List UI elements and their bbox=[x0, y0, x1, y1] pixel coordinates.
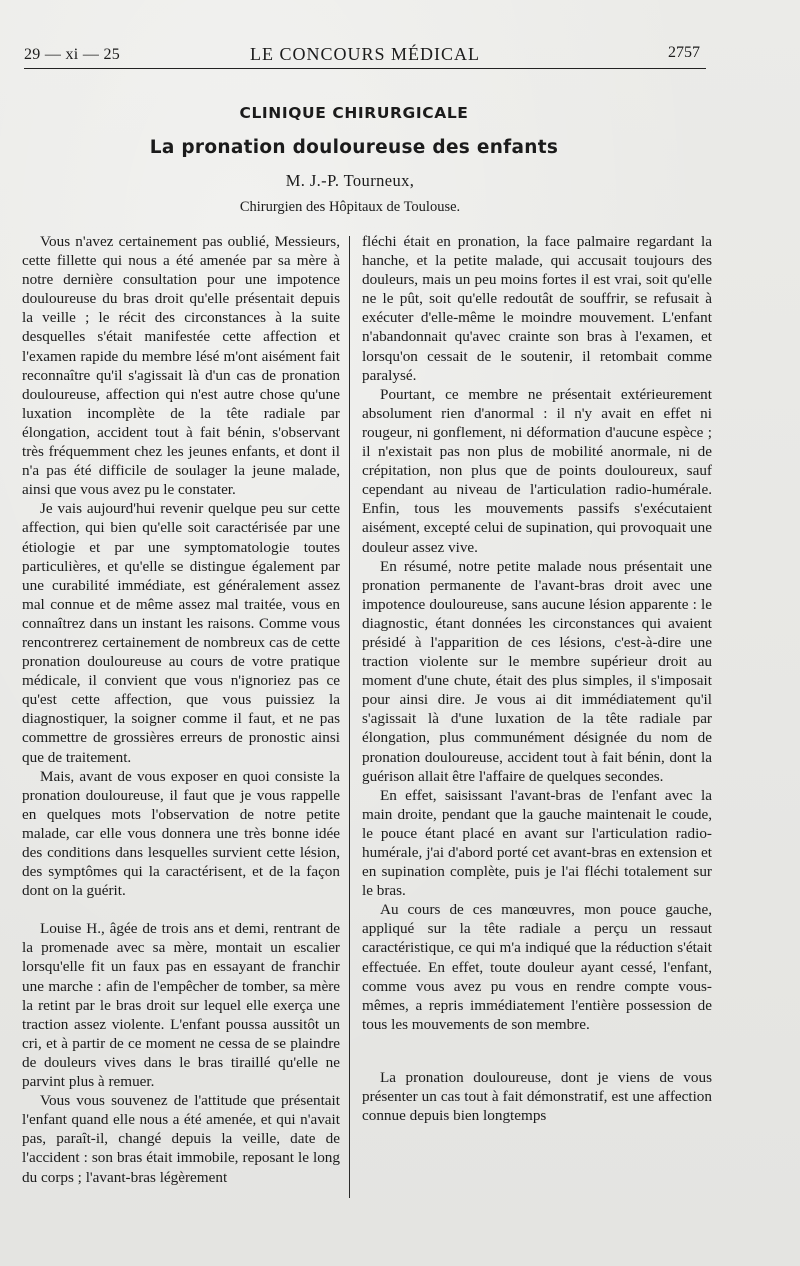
paragraph: La pronation douloureuse, dont je viens de vous présenter un cas tout à fait démonstratif, est une affection connue depuis bien longtemps bbox=[362, 1068, 712, 1125]
section-heading: CLINIQUE CHIRURGICALE bbox=[239, 104, 469, 122]
running-header bbox=[24, 42, 706, 69]
journal-name: LE CONCOURS MÉDICAL bbox=[249, 44, 480, 64]
paragraph: Je vais aujourd'hui revenir quelque peu sur cette affection, qui bien qu'elle soit caractérisée par une étiologie et par une symptomatologie toutes particulières, et qu'elle se distingue également par une curabilité immédiate, est généralement assez mal connue et de même assez mal traitée, vous en connaîtrez dans un instant les raisons. Comme vous rencontrerez certainement de nombreux cas de cette pronation douloureuse au cours de votre pratique médicale, il convient que vous n'ignoriez pas ce qu'est cette affection, que vous puissiez la diagnostiquer, la soigner comme il faut, et ne pas commettre de grossières erreurs de pronostic ainsi que de traitement. bbox=[22, 500, 340, 766]
article-author: M. J.-P. Tourneux, bbox=[285, 171, 415, 190]
paragraph: Louise H., âgée de trois ans et demi, rentrant de la promenade avec sa mère, montait un escalier lorsqu'elle fit un faux pas en essayant de franchir une marche : afin de l'empêcher de tomber, sa mère la retint par le bras droit sur lequel elle exerça une traction assez violente. L'enfant poussa aussitôt un cri, et à partir de ce moment ne cessa de se plaindre de douleurs vives dans le bras tiraillé qu'elle ne parvint plus à remuer. bbox=[22, 920, 340, 1091]
article-title: La pronation douloureuse des enfants bbox=[149, 137, 559, 158]
paragraph: Vous vous souvenez de l'attitude que présentait l'enfant quand elle nous a été amenée, et qui n'avait pas, paraît-il, changé depuis la veille, date de l'accident : son bras était immobile, reposant le long du corps ; l'avant-bras légèrement bbox=[22, 1092, 340, 1186]
paragraph: En résumé, notre petite malade nous présentait une pronation permanente de l'avant-bras droit avec une impotence douloureuse, sans aucune lésion apparente : le diagnostic, étant données les circonstances qui avaient présidé à l'apparition de ces lésions, c'est-à-dire une traction violente sur le membre supérieur droit au moment d'une chute, était des plus simples, il s'imposait pour ainsi dire. Je vous ai dit immédiatement qu'il s'agissait là d'une luxation de la tête radiale par élongation, plus communément désignée du nom de pronation douloureuse, accident tout à fait bénin, dont la guérison allait être l'affaire de quelques secondes. bbox=[362, 557, 712, 785]
paragraph: Au cours de ces manœuvres, mon pouce gauche, appliqué sur la tête radiale a perçu un ressaut caractéristique, ce qui m'a indiqué que la réduction s'était effectuée. En effet, toute douleur ayant cessé, l'enfant, comme vous avez pu vous en rendre compte vous-mêmes, a repris immédiatement l'entière possession de tous les mouvements de son membre. bbox=[362, 901, 712, 1033]
author-affiliation: Chirurgien des Hôpitaux de Toulouse. bbox=[239, 199, 461, 215]
paragraph: En effet, saisissant l'avant-bras de l'enfant avec la main droite, pendant que la gauche maintenait le coude, le pouce étant placé en avant sur l'articulation radio-humérale, j'ai d'abord porté cet avant-bras en extension et en supination complète, puis je l'ai fléchi totalement sur le bras. bbox=[362, 786, 712, 900]
paragraph: Mais, avant de vous exposer en quoi consiste la pronation douloureuse, il faut que je vous rappelle en quelques mots l'observation de notre petite malade, car elle vous donnera une très bonne idée des conditions dans lesquelles survient cette lésion, des symptômes qui la caractérisent, et de la façon dont on la guérit. bbox=[22, 767, 340, 900]
page-number: 2757 bbox=[668, 44, 700, 61]
column-divider bbox=[349, 236, 350, 1198]
paragraph: fléchi était en pronation, la face palmaire regardant la hanche, et la petite malade, qui accusait toujours des douleurs, mais un peu moins fortes il est vrai, soit qu'elle ne le pût, soit qu'elle redoutât de souffrir, se refusait à exécuter d'elle-même le moindre mouvement. L'enfant n'abandonnait qu'avec crainte son bras à l'examen, et lorsqu'on cessait de le soutenir, il retombait comme paralysé. bbox=[362, 233, 712, 384]
left-column bbox=[22, 232, 340, 1187]
paragraph: Vous n'avez certainement pas oublié, Messieurs, cette fillette qui nous a été amenée par sa mère à notre dernière consultation pour une impotence douloureuse du bras droit qu'elle présentait depuis la veille ; le récit des circonstances à la suite desquelles s'était manifestée cette affection et l'examen rapide du membre lésé m'ont aisément fait reconnaître qu'il s'agissait là d'un cas de pronation douloureuse, affection qui n'est autre chose qu'une luxation incomplète de la tête radiale par élongation, accident tout à fait bénin, s'observant très fréquemment chez les jeunes enfants, et dont il n'a pas été difficile de soulager la jeune malade, ainsi que vous avez pu le constater. bbox=[22, 233, 340, 499]
right-column bbox=[362, 232, 712, 1125]
issue-date: 29 — xi — 25 bbox=[24, 46, 121, 63]
paragraph: Pourtant, ce membre ne présentait extérieurement absolument rien d'anormal : il n'y avait en effet ni rougeur, ni gonflement, ni déformation d'aucune espèce ; il n'existait pas non plus de mobilité anormale, ni de crépitation, non plus que de points douloureux, sauf cependant au niveau de l'articulation radio-humérale. Enfin, tous les mouvements passifs s'exécutaient aisément, excepté celui de supination, qui provoquait une douleur assez vive. bbox=[362, 385, 712, 556]
